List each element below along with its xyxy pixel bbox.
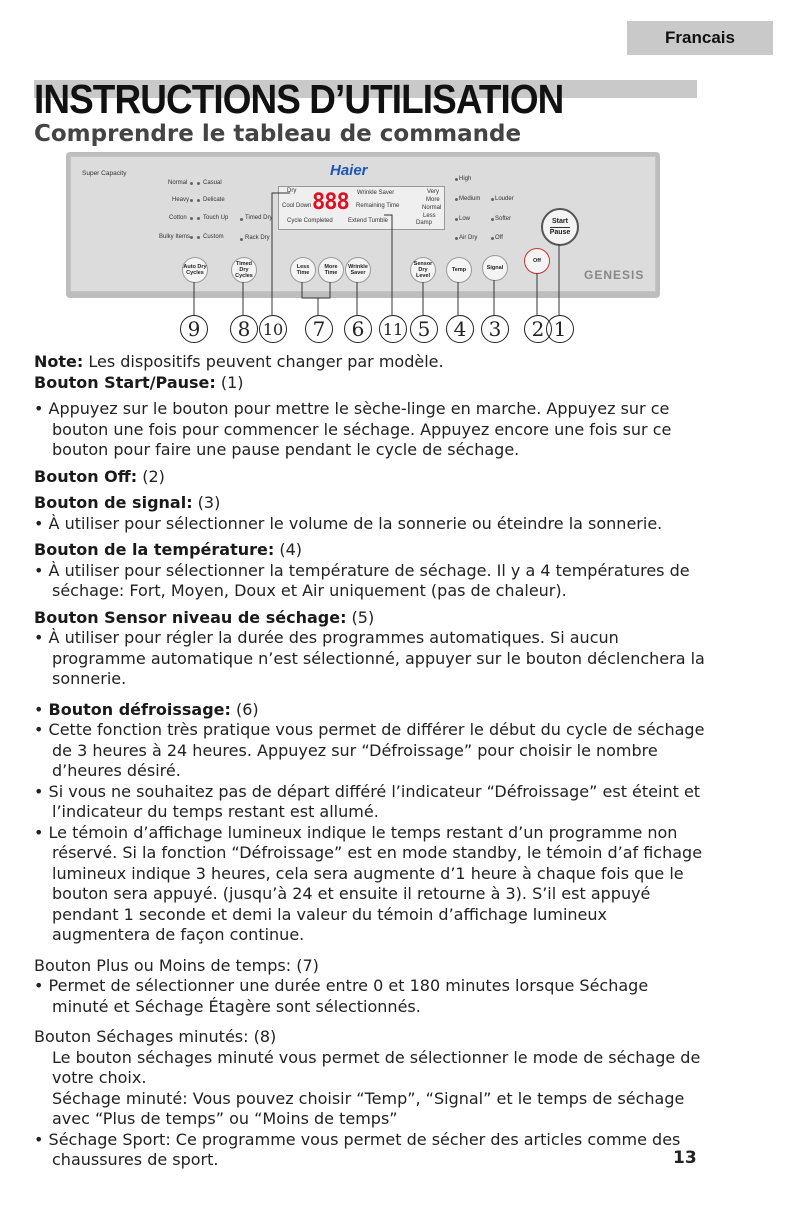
display-cool-down: Cool Down: [282, 203, 312, 209]
cycle-normal: Normal: [168, 180, 188, 186]
temp-heading: Bouton de la température: (4): [34, 540, 302, 559]
cycle-heavy: Heavy: [172, 197, 190, 203]
signal-bullet: • À utiliser pour sélectionner le volume de la sonnerie ou éteindre la sonnerie.: [34, 513, 663, 533]
display-very: Very: [427, 189, 440, 195]
timed-dry-cycles-button: Timed Dry Cycles: [231, 257, 257, 283]
display-normal: Normal: [422, 205, 442, 211]
off-heading: Bouton Off: (2): [34, 466, 165, 486]
signal-heading: Bouton de signal: (3): [34, 493, 221, 512]
callout-9: 9: [180, 315, 208, 343]
wrinkle-heading: • Bouton défroissage: (6): [34, 699, 259, 719]
rack-dry-option: Rack Dry: [245, 235, 270, 241]
start-bullet: • Appuyez sur le bouton pour mettre le sèche-linge en marche. Appuyez sur ce bouton une fois pour commencer le séchage. Appuyez encore une fois sur ce bouton pour faire une pause pendant le cycle de séchage.: [34, 399, 672, 459]
temp-bullet: • À utiliser pour sélectionner la température de séchage. Il y a 4 températures de séchage: Fort, Moyen, Doux et Air uniquement (pas de chaleur).: [34, 560, 690, 600]
cycle-cotton: Cotton: [169, 215, 187, 221]
callout-5: 5: [410, 315, 438, 343]
callout-8: 8: [230, 315, 258, 343]
callout-6: 6: [344, 315, 372, 343]
display-remaining-time: Remaining Time: [356, 203, 400, 209]
plus-heading: Bouton Plus ou Moins de temps: (7): [34, 955, 319, 975]
less-time-button: Less Time: [290, 257, 316, 283]
wrinkle-bullet-1: • Cette fonction très pratique vous permet de différer le début du cycle de séchage de 3 heures à 24 heures. Appuyez sur “Défroissage” pour choisir le nombre d’heures désiré.: [34, 720, 705, 780]
cycle-bulky: Bulky Items: [159, 234, 191, 240]
page-subtitle: Comprendre le tableau de commande: [34, 121, 522, 147]
temp-medium: Medium: [459, 196, 481, 202]
timed-heading: Bouton Séchages minutés: (8): [34, 1027, 277, 1046]
super-capacity-label: Super Capacity: [82, 170, 127, 177]
callout-1: 1: [546, 315, 574, 343]
callout-lines: [0, 0, 808, 360]
callout-11: 11: [379, 315, 407, 343]
start-heading: Bouton Start/Pause: (1): [34, 372, 244, 392]
callout-3: 3: [481, 315, 509, 343]
more-time-button: More Time: [318, 257, 344, 283]
wrinkle-bullet-2: • Si vous ne souhaitez pas de départ différé l’indicateur “Défroissage” est éteint et l’indicateur du temps restant est allumé.: [34, 781, 701, 821]
genesis-logo: GENESIS: [584, 268, 645, 282]
timed-text-1: Le bouton séchages minuté vous permet de sélectionner le mode de séchage de votre choix.: [52, 1047, 701, 1087]
cycle-casual: Casual: [203, 180, 222, 186]
signal-button: Signal: [482, 255, 508, 281]
page-number: 13: [673, 1148, 697, 1168]
wrinkle-bullet-3: • Le témoin d’affichage lumineux indique le temps restant d’un programme non réservé. Si la fonction “Défroissage” est en mode standby, le témoin d’af fichage lumineux indique 3 heures, cela sera augmente d’1 heure à chaque fois que le bouton sera appuyé. (jusqu’à 24 et ensuite il retourne à 3). S’il est appuyé pendant 1 seconde et demi la valeur du témoin d’affichage lumineux augmentera de façon continue.: [34, 822, 703, 944]
signal-louder: Louder: [495, 196, 514, 202]
temp-button: Temp: [446, 257, 472, 283]
display-wrinkle-saver: Wrinkle Saver: [357, 190, 395, 196]
display-less: Less: [423, 213, 436, 219]
sensor-heading: Bouton Sensor niveau de séchage: (5): [34, 607, 375, 627]
signal-softer: Softer: [495, 216, 512, 222]
callout-7: 7: [305, 315, 333, 343]
cycle-custom: Custom: [203, 234, 224, 240]
display-digits: 888: [312, 190, 349, 215]
callout-2: 2: [524, 315, 552, 343]
off-button: Off: [524, 248, 550, 274]
pause-label: Pause: [549, 228, 571, 236]
language-tab: Francais: [627, 21, 773, 55]
signal-off: Off: [495, 235, 503, 241]
display-cycle-completed: Cycle Completed: [287, 218, 333, 224]
temp-air-dry: Air Dry: [459, 235, 478, 241]
haier-logo: Haier: [330, 162, 368, 179]
temp-low: Low: [459, 216, 471, 222]
wrinkle-saver-button: Wrinkle Saver: [345, 257, 371, 283]
callout-10: 10: [259, 315, 287, 343]
callout-4: 4: [446, 315, 474, 343]
cycle-delicate: Delicate: [203, 197, 225, 203]
page-title: INSTRUCTIONS D’UTILISATION: [34, 76, 564, 122]
timed-dry-option: Timed Dry: [245, 215, 273, 221]
display-damp: Damp: [416, 220, 433, 226]
instructions-body: [34, 352, 706, 1171]
timed-text-2: Séchage minuté: Vous pouvez choisir “Temp”, “Signal” et le temps de séchage avec “Plus de temps” ou “Moins de temps”: [52, 1088, 685, 1128]
sport-bullet: • Séchage Sport: Ce programme vous permet de sécher des articles comme des chaussures de sport.: [34, 1129, 681, 1169]
auto-dry-cycles-button: Auto Dry Cycles: [182, 257, 208, 283]
plus-bullet: • Permet de sélectionner une durée entre 0 et 180 minutes lorsque Séchage minuté et Séchage Étagère sont sélectionnés.: [34, 976, 649, 1016]
start-label: Start: [552, 217, 568, 225]
cycle-touch-up: Touch Up: [203, 215, 229, 221]
display-more: More: [426, 197, 440, 203]
display-dry: Dry: [287, 188, 297, 194]
note-paragraph: Note: Les dispositifs peuvent changer par modèle.: [34, 352, 444, 371]
sensor-dry-level-button: Sensor Dry Level: [410, 257, 436, 283]
sensor-bullet: • À utiliser pour régler la durée des programmes automatiques. Si aucun programme automatique n’est sélectionné, appuyer sur le bouton déclenchera la sonnerie.: [34, 628, 705, 688]
temp-high: High: [459, 176, 472, 182]
display-extend-tumble: Extend Tumble: [348, 218, 389, 224]
